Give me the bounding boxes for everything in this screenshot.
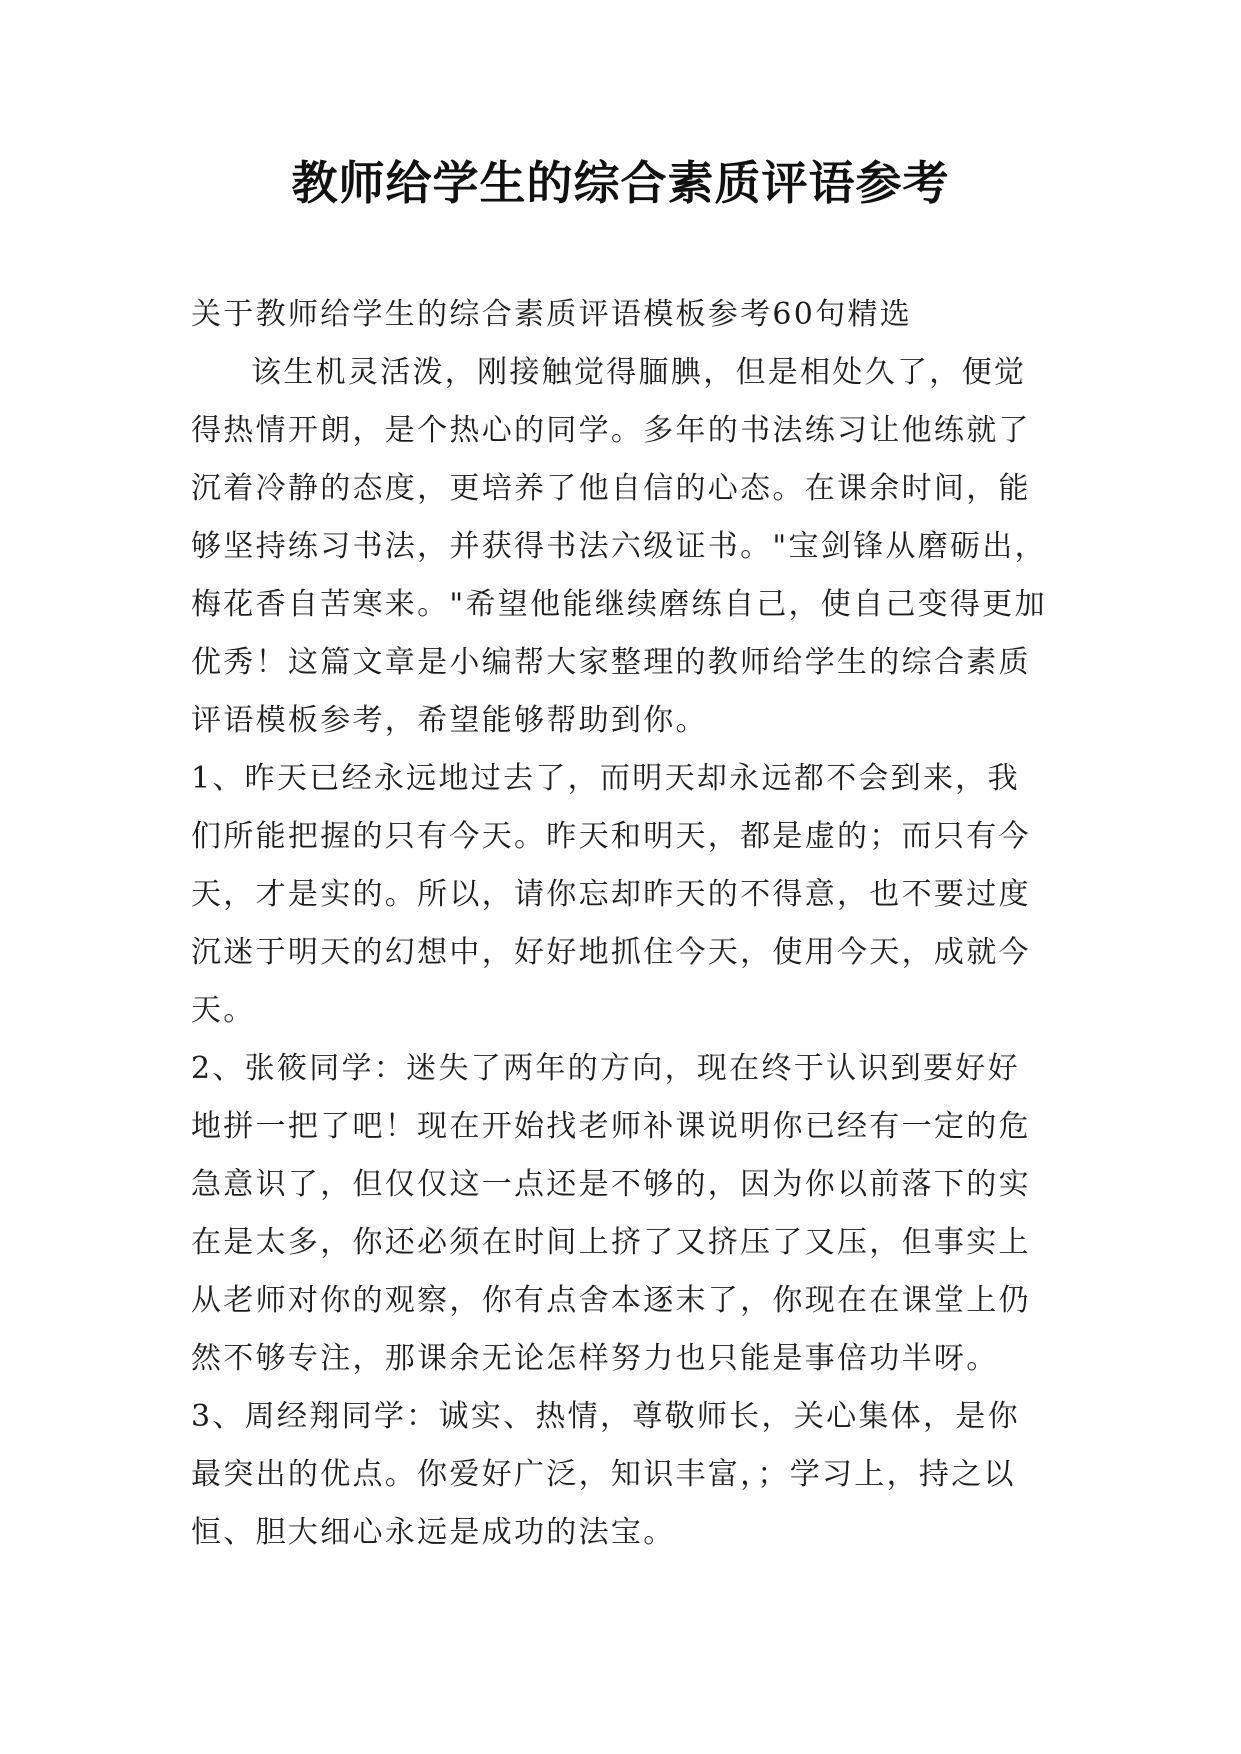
list-item: 1、昨天已经永远地过去了，而明天却永远都不会到来，我们所能把握的只有今天。昨天和明天，都是虚的；而只有今天，才是实的。所以，请你忘却昨天的不得意，也不要过度沉迷于明天的幻想中，好好地抓住今天，使用今天，成就今天。 xyxy=(191,761,1031,1028)
list-item: 3、周经翔同学：诚实、热情，尊敬师长，关心集体，是你最突出的优点。你爱好广泛，知识丰富，；学习上，持之以恒、胆大细心永远是成功的法宝。 xyxy=(191,1399,1020,1550)
intro-paragraph: 该生机灵活泼，刚接触觉得腼腆，但是相处久了，便觉得热情开朗，是个热心的同学。多年的书法练习让他练就了沉着冷静的态度，更培养了他自信的心态。在课余时间，能够坚持练习书法，并获得书法六级证书。"宝剑锋从磨砺出，梅花香自苦寒来。"希望他能继续磨练自己，使自己变得更加优秀！这篇文章是小编帮大家整理的教师给学生的综合素质评语模板参考，希望能够帮助到你。 xyxy=(191,355,1047,738)
document-body xyxy=(191,286,1051,1562)
document-title: 教师给学生的综合素质评语参考 xyxy=(291,156,950,210)
list-item: 2、张筱同学：迷失了两年的方向，现在终于认识到要好好地拼一把了吧！现在开始找老师补课说明你已经有一定的危急意识了，但仅仅这一点还是不够的，因为你以前落下的实在是太多，你还必须在时间上挤了又挤压了又压，但事实上从老师对你的观察，你有点舍本逐末了，你现在在课堂上仍然不够专注，那课余无论怎样努力也只能是事倍功半呀。 xyxy=(191,1051,1031,1376)
document-subtitle: 关于教师给学生的综合素质评语模板参考60句精选 xyxy=(191,297,913,332)
